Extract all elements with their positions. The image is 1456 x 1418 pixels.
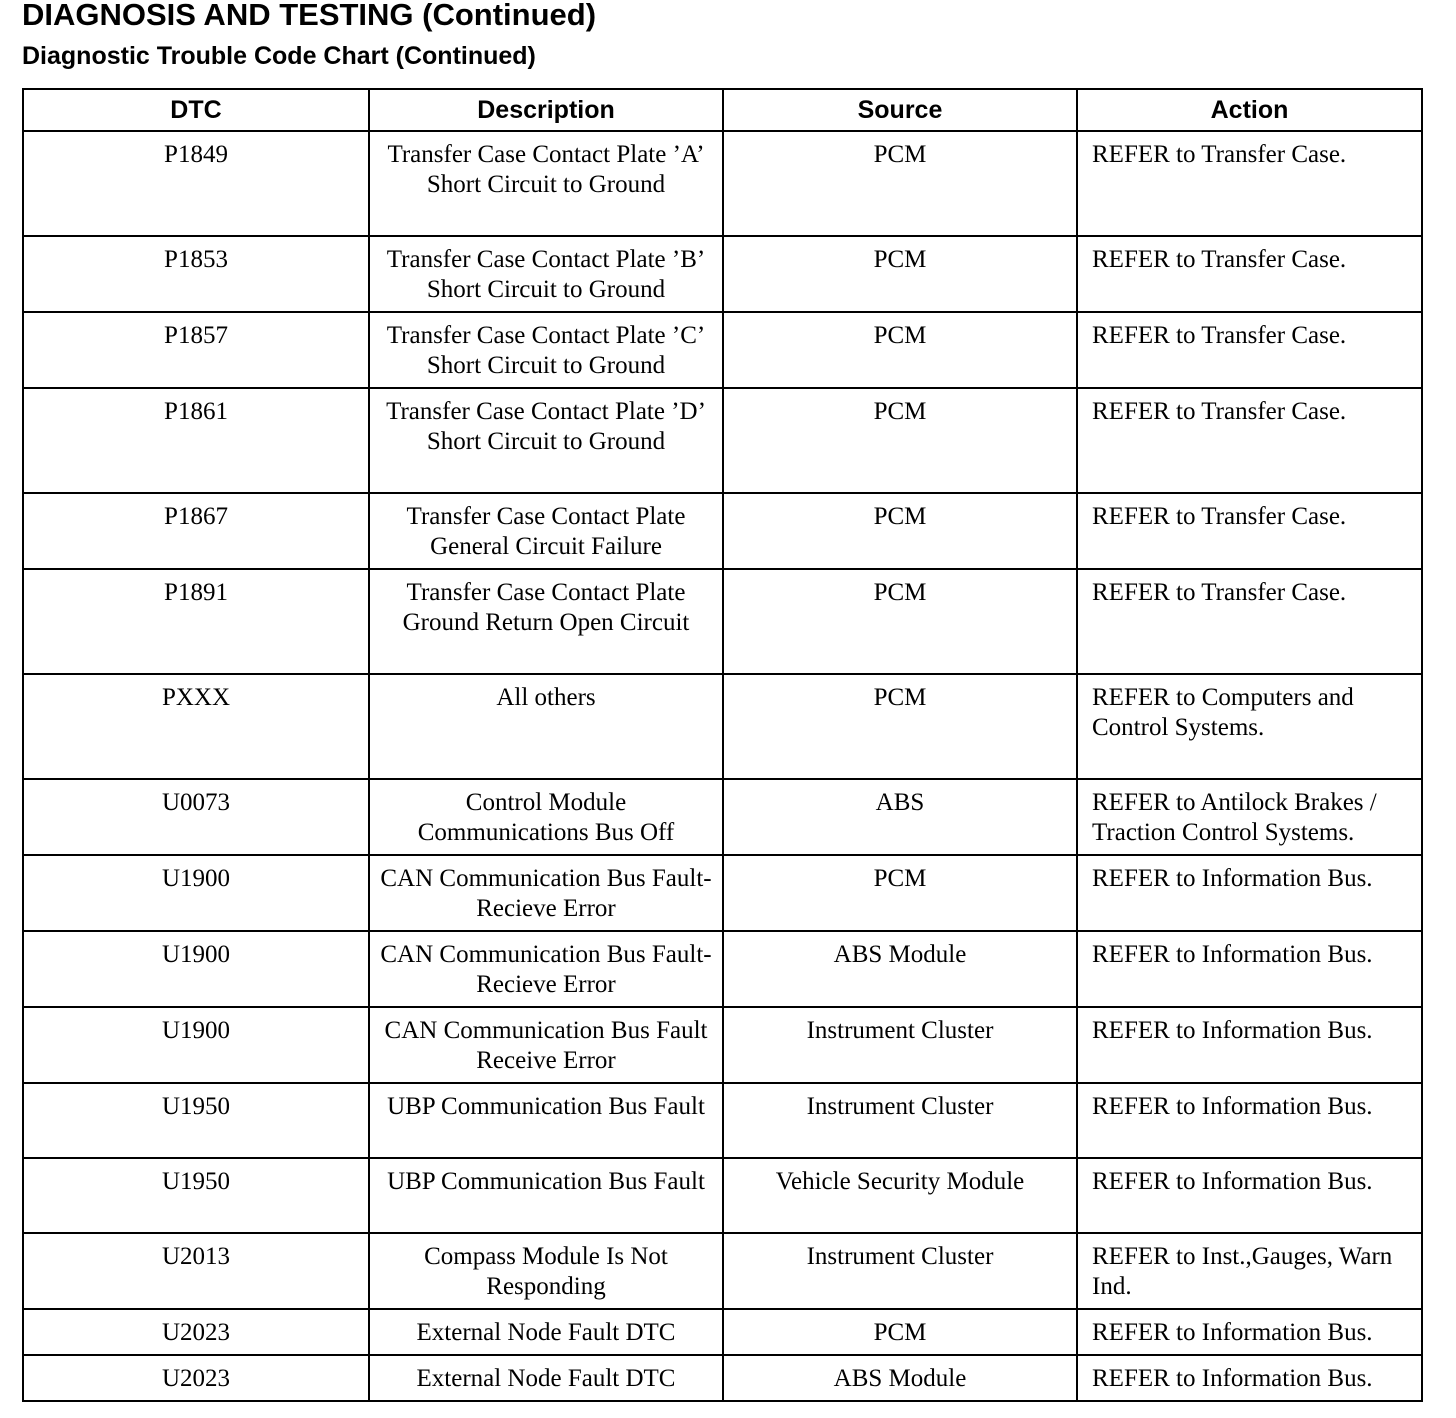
dtc-cell: U2023 [23,1355,369,1401]
source-cell: Instrument Cluster [723,1083,1077,1158]
description-cell: Transfer Case Contact Plate ’B’ Short Circuit to Ground [369,236,723,312]
action-cell: REFER to Information Bus. [1077,1309,1422,1355]
source-cell: Instrument Cluster [723,1233,1077,1309]
table-header-row [23,89,1422,131]
dtc-cell: U1900 [23,931,369,1007]
dtc-cell: P1891 [23,569,369,674]
table-row [23,1083,1422,1158]
description-cell: Compass Module Is Not Responding [369,1233,723,1309]
table-row [23,931,1422,1007]
dtc-cell: P1857 [23,312,369,388]
description-cell: Control Module Communications Bus Off [369,779,723,855]
dtc-cell: P1849 [23,131,369,236]
description-cell: Transfer Case Contact Plate General Circuit Failure [369,493,723,569]
description-cell: CAN Communication Bus Fault Receive Error [369,1007,723,1083]
source-cell: PCM [723,1309,1077,1355]
table-row [23,569,1422,674]
table-row [23,855,1422,931]
description-cell: External Node Fault DTC [369,1309,723,1355]
action-cell: REFER to Information Bus. [1077,1158,1422,1233]
dtc-cell: U1900 [23,855,369,931]
action-cell: REFER to Transfer Case. [1077,312,1422,388]
table-row [23,779,1422,855]
action-cell: REFER to Computers and Control Systems. [1077,674,1422,779]
source-cell: ABS Module [723,931,1077,1007]
action-cell: REFER to Information Bus. [1077,1355,1422,1401]
dtc-cell: U2013 [23,1233,369,1309]
description-cell: All others [369,674,723,779]
section-title: Diagnostic Trouble Code Chart (Continued) [22,42,536,70]
table-row [23,674,1422,779]
action-cell: REFER to Information Bus. [1077,931,1422,1007]
source-cell: PCM [723,674,1077,779]
action-cell: REFER to Transfer Case. [1077,131,1422,236]
description-cell: Transfer Case Contact Plate Ground Return Open Circuit [369,569,723,674]
description-cell: Transfer Case Contact Plate ’A’ Short Circuit to Ground [369,131,723,236]
dtc-cell: P1853 [23,236,369,312]
action-cell: REFER to Transfer Case. [1077,236,1422,312]
source-cell: PCM [723,493,1077,569]
action-cell: REFER to Transfer Case. [1077,493,1422,569]
page-title: DIAGNOSIS AND TESTING (Continued) [22,0,597,32]
table-row [23,131,1422,236]
action-cell: REFER to Information Bus. [1077,1007,1422,1083]
description-cell: Transfer Case Contact Plate ’C’ Short Circuit to Ground [369,312,723,388]
table-row [23,1233,1422,1309]
source-cell: PCM [723,236,1077,312]
table-row [23,1309,1422,1355]
action-cell: REFER to Information Bus. [1077,855,1422,931]
column-header-dtc: DTC [23,89,369,131]
action-cell: REFER to Inst.,Gauges, Warn Ind. [1077,1233,1422,1309]
column-header-description: Description [369,89,723,131]
source-cell: PCM [723,855,1077,931]
dtc-cell: PXXX [23,674,369,779]
source-cell: PCM [723,569,1077,674]
dtc-chart-table [22,88,1423,1402]
source-cell: PCM [723,388,1077,493]
description-cell: CAN Communication Bus Fault-Recieve Error [369,855,723,931]
table-row [23,1007,1422,1083]
source-cell: PCM [723,131,1077,236]
table-row [23,1355,1422,1401]
source-cell: Vehicle Security Module [723,1158,1077,1233]
source-cell: PCM [723,312,1077,388]
description-cell: UBP Communication Bus Fault [369,1083,723,1158]
dtc-cell: U1900 [23,1007,369,1083]
action-cell: REFER to Transfer Case. [1077,388,1422,493]
action-cell: REFER to Transfer Case. [1077,569,1422,674]
source-cell: ABS Module [723,1355,1077,1401]
table-row [23,388,1422,493]
dtc-cell: P1867 [23,493,369,569]
description-cell: CAN Communication Bus Fault-Recieve Error [369,931,723,1007]
table-row [23,236,1422,312]
description-cell: Transfer Case Contact Plate ’D’ Short Circuit to Ground [369,388,723,493]
source-cell: ABS [723,779,1077,855]
dtc-cell: U0073 [23,779,369,855]
table-row [23,493,1422,569]
dtc-cell: U1950 [23,1158,369,1233]
dtc-cell: P1861 [23,388,369,493]
column-header-source: Source [723,89,1077,131]
dtc-cell: U1950 [23,1083,369,1158]
dtc-cell: U2023 [23,1309,369,1355]
table-row [23,312,1422,388]
action-cell: REFER to Antilock Brakes / Traction Control Systems. [1077,779,1422,855]
column-header-action: Action [1077,89,1422,131]
description-cell: External Node Fault DTC [369,1355,723,1401]
source-cell: Instrument Cluster [723,1007,1077,1083]
table-row [23,1158,1422,1233]
action-cell: REFER to Information Bus. [1077,1083,1422,1158]
description-cell: UBP Communication Bus Fault [369,1158,723,1233]
